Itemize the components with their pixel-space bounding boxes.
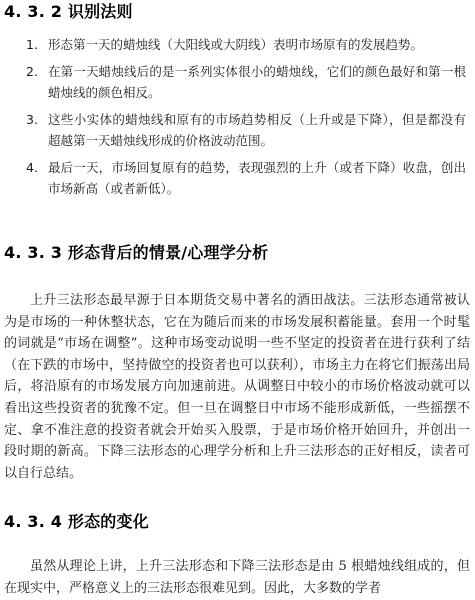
- list-item: [26, 157, 466, 199]
- variation-paragraph: 虽然从理论上讲，上升三法形态和下降三法形态是由 5 根蜡烛线组成的，但在现实中，严格意义上的三法形态很难见到。因此，大多数的学者: [4, 559, 470, 596]
- section-heading-psychology: 4. 3. 3 形态背后的情景/心理学分析: [4, 243, 269, 262]
- section-heading-recognition-rules: 4. 3. 2 识别法则: [4, 2, 133, 21]
- psychology-paragraph: 上升三法形态最早源于日本期货交易中著名的酒田战法。三法形态通常被认为是市场的一种休整状态，它在为随后而来的市场发展积蓄能量。套用一个时髦的词就是“市场在调整”。这种市场变动说明一些不坚定的投资者在进行获利了结（在下跌的市场中，坚持做空的投资者也可以获利），市场主力在将它们振荡出局后，将沿原有的市场发展方向加速前进。从调整日中较小的市场价格波动就可以看出这些投资者的犹豫不定。但一旦在调整日中市场不能形成新低，一些摇摆不定、拿不准注意的投资者就会开始买入股票，于是市场价格开始回升，并创出一段时期的新高。下降三法形态的心理学分析和上升三法形态的正好相反，读者可以自行总结。: [4, 293, 470, 481]
- list-item-text: 这些小实体的蜡烛线和原有的市场趋势相反（上升或是下降），但是都没有超越第一天蜡烛线形成的价格波动范围。: [48, 112, 466, 148]
- list-item-number: 3.: [26, 112, 38, 127]
- list-item-number: 4.: [26, 160, 38, 175]
- section-heading-variation: 4. 3. 4 形态的变化: [4, 512, 149, 531]
- list-item: [26, 109, 466, 151]
- list-item-number: 2.: [26, 64, 38, 79]
- list-item-text: 在第一天蜡烛线后的是一系列实体很小的蜡烛线，它们的颜色最好和第一根蜡烛线的颜色相反。: [48, 64, 466, 100]
- list-item-number: 1.: [26, 37, 38, 52]
- list-item: [26, 34, 466, 55]
- list-item-text: 最后一天，市场回复原有的趋势，表现强烈的上升（或者下降）收盘，创出市场新高（或者新低）。: [48, 160, 466, 196]
- list-item-text: 形态第一天的蜡烛线（大阳线或大阴线）表明市场原有的发展趋势。: [48, 37, 424, 52]
- rules-list: [26, 34, 466, 205]
- list-item: [26, 61, 466, 103]
